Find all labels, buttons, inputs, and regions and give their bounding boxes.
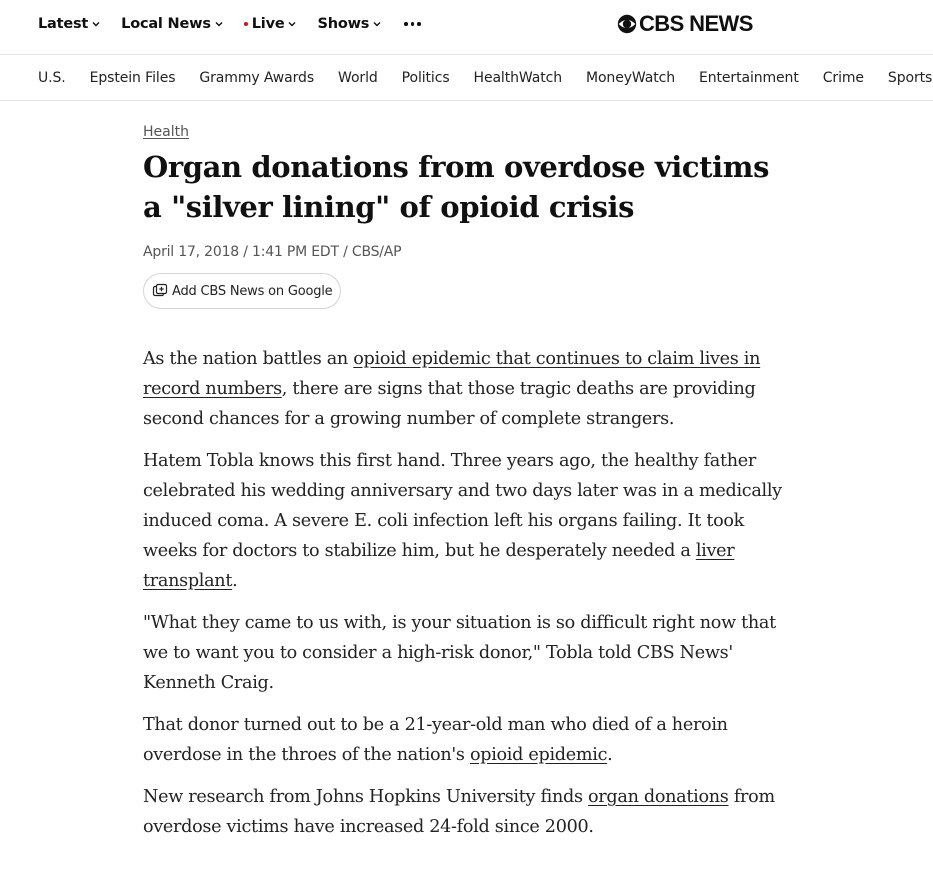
nav-latest[interactable] xyxy=(38,16,100,32)
paragraph: "What they came to us with, is your situation is so difficult right now that we to want you to consider a high-risk donor," Tobla told CBS News' Kenneth Craig. xyxy=(143,613,776,693)
top-header xyxy=(0,0,933,55)
chevron-down-icon xyxy=(92,20,100,28)
section-moneywatch[interactable]: MoneyWatch xyxy=(585,70,675,86)
paragraph-text: . xyxy=(607,745,613,765)
opioid-epidemic-link[interactable]: opioid epidemic xyxy=(469,745,608,765)
article xyxy=(143,120,783,854)
nav-live[interactable] xyxy=(244,16,297,32)
logo-text: CBS NEWS xyxy=(639,11,753,36)
nav-live-label: Live xyxy=(251,16,285,32)
chevron-down-icon xyxy=(215,20,223,28)
ellipsis-icon[interactable] xyxy=(404,22,421,26)
nav-latest-label: Latest xyxy=(38,16,89,32)
paragraph-text: , there are signs that those tragic deaths are providing second chances for a growing number of complete strangers. xyxy=(143,379,756,429)
add-cbs-on-google-label: Add CBS News on Google xyxy=(172,283,333,299)
paragraph-text: Hatem Tobla knows this first hand. Three years ago, the healthy father celebrated his wedding anniversary and two days later was in a medically induced coma. A severe E. coli infection left his organs failing. It took weeks for doctors to stabilize him, but he desperately needed a xyxy=(143,451,782,561)
chevron-down-icon xyxy=(373,20,381,28)
paragraph-text: from overdose victims have increased 24-fold since 2000. xyxy=(143,787,775,837)
add-cbs-on-google-button[interactable] xyxy=(143,273,341,309)
nav-local-news[interactable] xyxy=(121,16,223,32)
paragraph-text: New research from Johns Hopkins University finds xyxy=(143,787,589,807)
section-us[interactable]: U.S. xyxy=(38,70,66,86)
liver-transplant-link[interactable]: liver transplant xyxy=(143,541,735,591)
nav-shows[interactable] xyxy=(317,16,381,32)
organ-donations-link[interactable]: organ donations xyxy=(588,787,729,807)
section-politics[interactable]: Politics xyxy=(401,70,450,86)
nav-local-news-label: Local News xyxy=(121,16,211,32)
article-body xyxy=(143,344,783,842)
section-crime[interactable]: Crime xyxy=(822,70,864,86)
live-indicator-dot xyxy=(244,22,248,26)
primary-nav xyxy=(38,0,421,48)
section-nav xyxy=(0,56,933,101)
section-world[interactable]: World xyxy=(338,70,378,86)
section-healthwatch[interactable]: HealthWatch xyxy=(473,70,562,86)
cbs-eye-icon xyxy=(617,14,637,34)
paragraph-text: That donor turned out to be a 21-year-old man who died of a heroin overdose in the throes of the nation's xyxy=(143,715,728,765)
section-entertainment[interactable]: Entertainment xyxy=(699,70,799,86)
opioid-epidemic-record-link[interactable]: opioid epidemic that continues to claim lives in record numbers xyxy=(143,349,761,399)
paragraph xyxy=(143,710,783,770)
paragraph xyxy=(143,782,783,842)
paragraph-text: As the nation battles an xyxy=(143,349,354,369)
paragraph xyxy=(143,344,783,434)
paragraph xyxy=(143,446,783,596)
paragraph-text: . xyxy=(232,571,238,591)
article-headline: Organ donations from overdose victims a "silver lining" of opioid crisis xyxy=(143,150,769,224)
section-epstein-files[interactable]: Epstein Files xyxy=(89,70,176,86)
section-grammy-awards[interactable]: Grammy Awards xyxy=(199,70,315,86)
section-sports[interactable]: Sports xyxy=(887,70,933,86)
article-byline: April 17, 2018 / 1:41 PM EDT / CBS/AP xyxy=(143,244,402,260)
nav-shows-label: Shows xyxy=(317,16,370,32)
chevron-down-icon xyxy=(288,20,296,28)
cbs-news-logo[interactable] xyxy=(617,12,753,36)
add-source-icon xyxy=(152,283,168,299)
article-category-link[interactable]: Health xyxy=(143,124,189,140)
